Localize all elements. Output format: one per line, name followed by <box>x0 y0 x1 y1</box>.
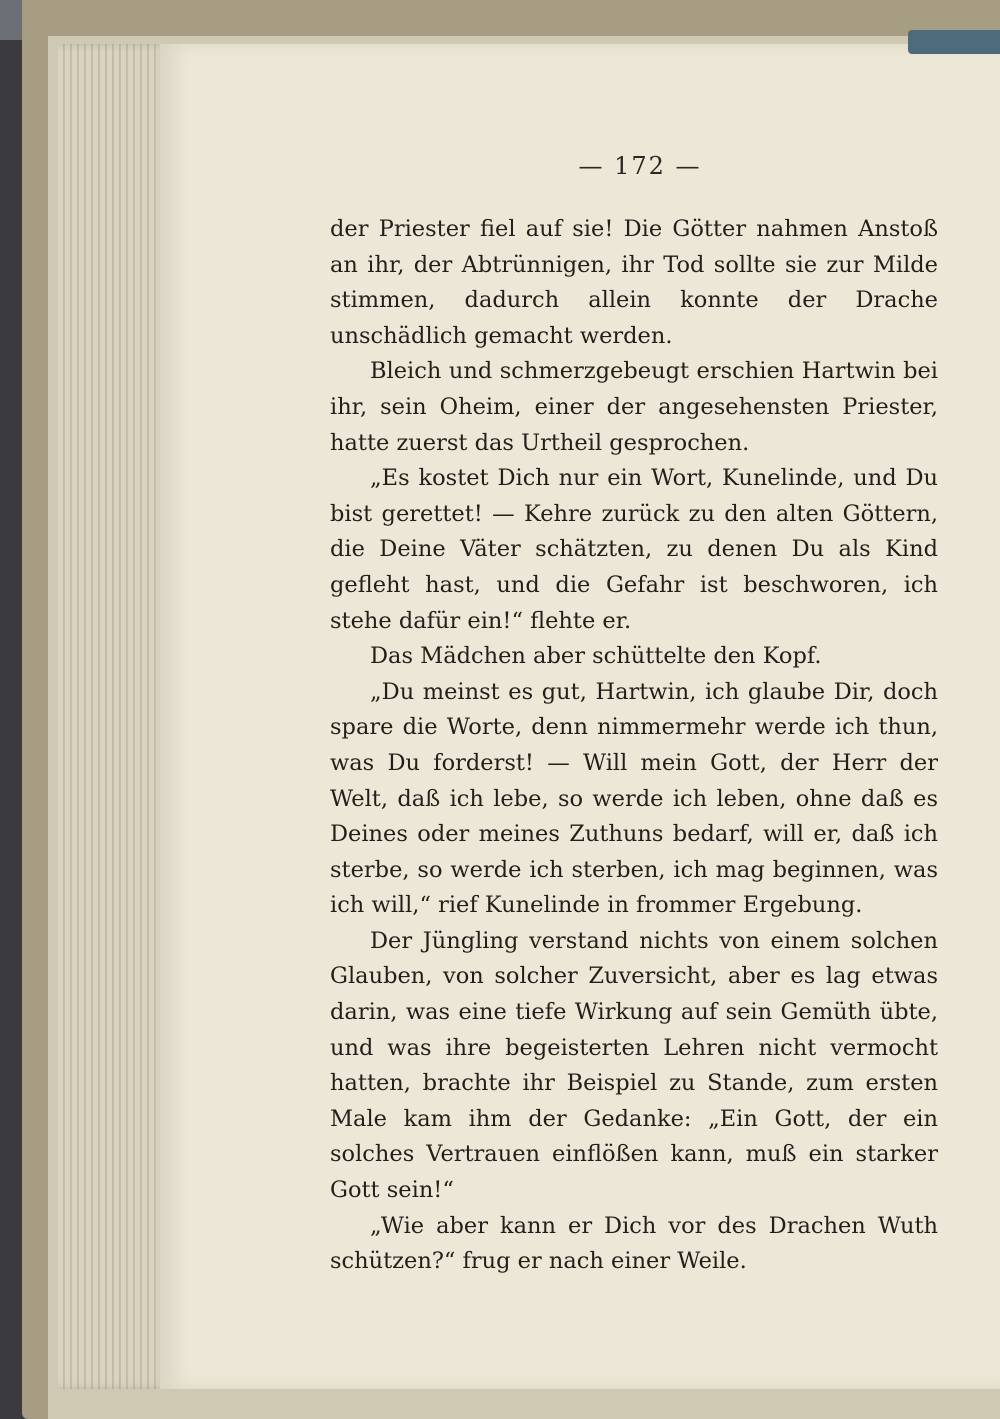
page-number: — 172 — <box>578 152 702 180</box>
paragraph: Bleich und schmerzgebeugt erschien Hartwin bei ihr, sein Oheim, einer der angesehensten Priester, hatte zuerst das Urtheil gesprochen. <box>330 358 938 456</box>
page-text <box>330 212 938 1280</box>
paragraph: „Es kostet Dich nur ein Wort, Kunelinde, und Du bist gerettet! — Kehre zurück zu den alten Göttern, die Deine Väter schätzten, zu denen Du als Kind gefleht hast, und die Gefahr ist beschworen, ich stehe dafür ein!“ flehte er. <box>330 465 938 634</box>
paragraph: Das Mädchen aber schüttelte den Kopf. <box>370 643 822 670</box>
paragraph: Der Jüngling verstand nichts von einem solchen Glauben, von solcher Zuversicht, aber es lag etwas darin, was eine tiefe Wirkung auf sein Gemüth übte, und was ihre begeisterten Lehren nicht vermocht hatten, brachte ihr Beispiel zu Stande, zum ersten Male kam ihm der Gedanke: „Ein Gott, der ein solches Vertrauen einflößen kann, muß ein starker Gott sein!“ <box>330 927 938 1204</box>
paragraph: „Wie aber kann er Dich vor des Drachen Wuth schützen?“ frug er nach einer Weile. <box>330 1212 938 1275</box>
bookmark-tab <box>908 30 1000 54</box>
page-leaves <box>58 44 170 1389</box>
paragraph: der Priester fiel auf sie! Die Götter nahmen Anstoß an ihr, der Abtrünnigen, ihr Tod sollte sie zur Milde stimmen, dadurch allein konnte der Drache unschädlich gemacht werden. <box>330 216 938 349</box>
paragraph: „Du meinst es gut, Hartwin, ich glaube Dir, doch spare die Worte, denn nimmermehr werde ich thun, was Du forderst! — Will mein Gott, der Herr der Welt, daß ich lebe, so werde ich leben, ohne daß es Deines oder meines Zuthuns bedarf, will er, daß ich sterbe, so werde ich sterben, ich mag beginnen, was ich will,“ rief Kunelinde in frommer Ergebung. <box>330 678 938 919</box>
